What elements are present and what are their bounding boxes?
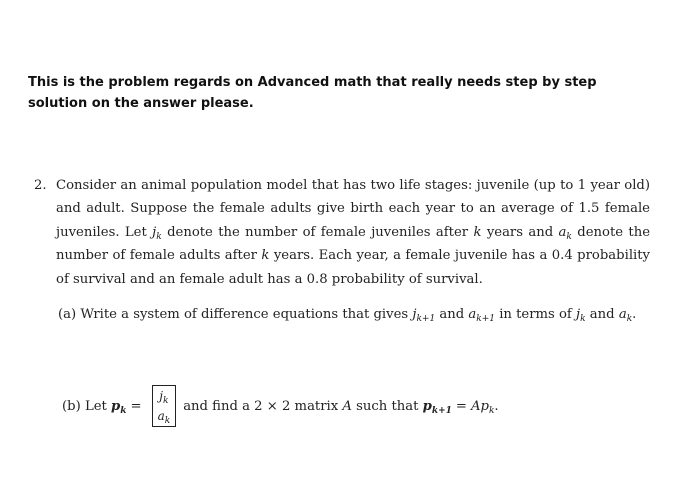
a-k-symbol-2: $a_k$ <box>618 307 633 325</box>
state-vector <box>152 385 177 427</box>
a-k1-symbol: $a_{k+1}$ <box>468 307 496 325</box>
vector-j-entry: $j_k$ <box>159 389 169 406</box>
part-a-label: (a) <box>58 307 77 323</box>
k-symbol-2: k <box>261 248 270 264</box>
intro-text: This is the problem regards on Advanced math that really needs step by step solution on the answer please. <box>28 75 597 111</box>
p-k-symbol: $p_k$ <box>111 398 127 416</box>
problem-2 <box>34 174 650 326</box>
problem-statement <box>34 174 650 291</box>
j-k1-symbol: $j_{k+1}$ <box>412 307 436 325</box>
statement-body: Consider an animal population model that has two life stages: juvenile (up to 1 year old) and adult. Suppose the female adults give birth each year to an average of 1.5 female juveniles. Let $j_k$ denote the number of female juveniles after k years and $a_k$ denote the number of female adults after k years. Each year, a female juvenile has a 0.4 probability of survival and an female adult has a 0.8 probability of survival. <box>56 178 651 287</box>
A-p-k-symbol: $Ap_k$ <box>470 398 495 416</box>
j-k-symbol: $j_k$ <box>152 224 162 242</box>
A-symbol: A <box>342 398 352 414</box>
k-symbol: k <box>473 224 482 240</box>
part-b-label: (b) <box>62 398 81 414</box>
part-a: (a) Write a system of difference equations that gives $j_{k+1}$ and $a_{k+1}$ in terms of $j_k$ and $a_k$. <box>58 307 637 325</box>
j-k-symbol-2: $j_k$ <box>576 307 586 325</box>
problem-number: 2. <box>34 178 47 193</box>
vector-a-entry: $a_k$ <box>157 409 171 426</box>
part-b: (b) Let $p_k$ = $j_k$ $a_k$ and find a 2 × 2 matrix A such that $p_{k+1}$ = $Ap_k$ . <box>62 385 499 427</box>
a-k-symbol: $a_k$ <box>558 224 572 242</box>
p-k1-symbol: $p_{k+1}$ <box>422 398 452 416</box>
